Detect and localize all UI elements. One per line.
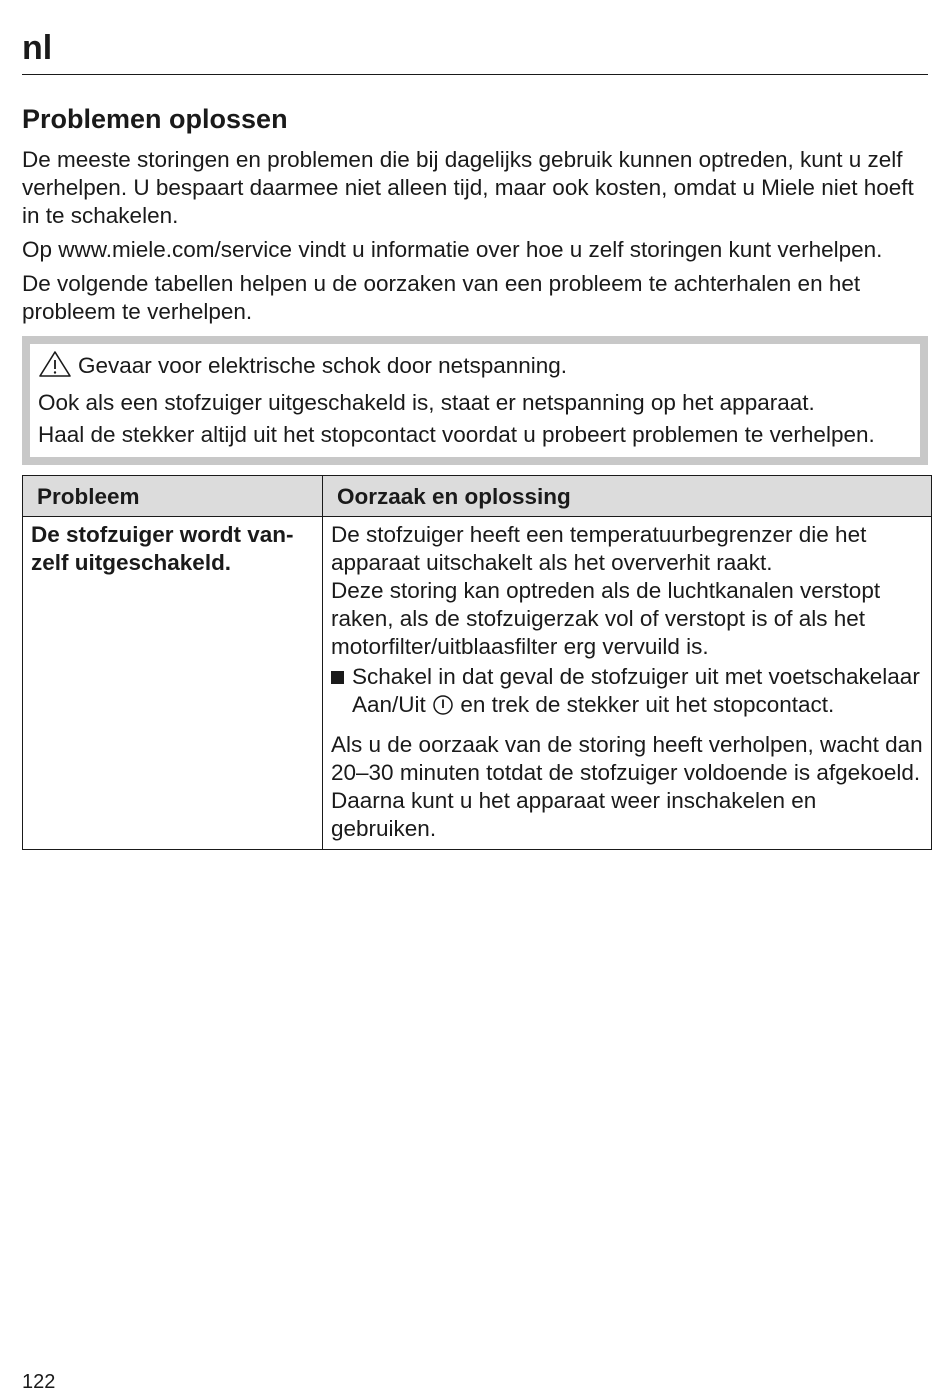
column-header-problem: Probleem [23,476,323,517]
troubleshooting-table [22,475,932,850]
solution-cell [323,517,932,850]
intro-paragraph: De volgende tabellen helpen u de oorzaken van een probleem te achterhalen en het probleem te verhelpen. [22,271,861,324]
instruction-text-start: Schakel in dat geval de stofzuiger uit met voetschakelaar Aan/Uit [352,664,920,717]
warning-title: Gevaar voor elektrische schok door netspanning. [78,353,568,378]
table-row [23,517,932,850]
warning-triangle-icon [38,350,72,385]
cause-text: Deze storing kan optreden als de luchtkanalen verstopt raken, als de stofzuigerzak vol of verstopt is of als het motorfilter/uitblaasfilter erg vervuild is. [331,578,881,659]
language-label: nl [22,29,53,67]
cause-text: De stofzuiger heeft een temperatuurbegrenzer die het apparaat uitschakelt als het oververhit raakt. [331,522,867,575]
warning-text: Ook als een stofzuiger uitgeschakeld is, staat er netspanning op het apparaat. [38,390,815,415]
power-switch-icon [432,694,454,723]
table-header-row [23,476,932,517]
bullet-square-icon [331,671,344,684]
followup-text: Als u de oorzaak van de storing heeft verholpen, wacht dan 20–30 minuten totdat de stofzuiger voldoende is afgekoeld. Daarna kunt u het apparaat weer inschakelen en gebruiken. [331,732,923,841]
warning-text: Haal de stekker altijd uit het stopcontact voordat u probeert problemen te verhelpen. [38,422,875,447]
page-number: 122 [22,1371,56,1393]
section-title: Problemen oplossen [22,104,288,134]
intro-paragraph: Op www.miele.com/service vindt u informatie over hoe u zelf storingen kunt verhelpen. [22,237,883,262]
instruction-bullet [331,663,923,723]
instruction-text-end: en trek de stekker uit het stopcontact. [460,692,835,717]
warning-box [22,336,928,465]
main-content [22,100,928,850]
warning-title-line [38,350,906,385]
column-header-cause: Oorzaak en oplossing [323,476,932,517]
header-divider [22,74,928,75]
instruction-text [352,663,923,723]
problem-cell: De stofzuiger wordt vanzelf uitgeschakeld. [23,517,323,850]
intro-paragraph: De meeste storingen en problemen die bij dagelijks gebruik kunnen optreden, kunt u zelf verhelpen. U bespaart daarmee niet alleen tijd, maar ook kosten, omdat u Miele niet hoeft in te schakelen. [22,147,914,228]
